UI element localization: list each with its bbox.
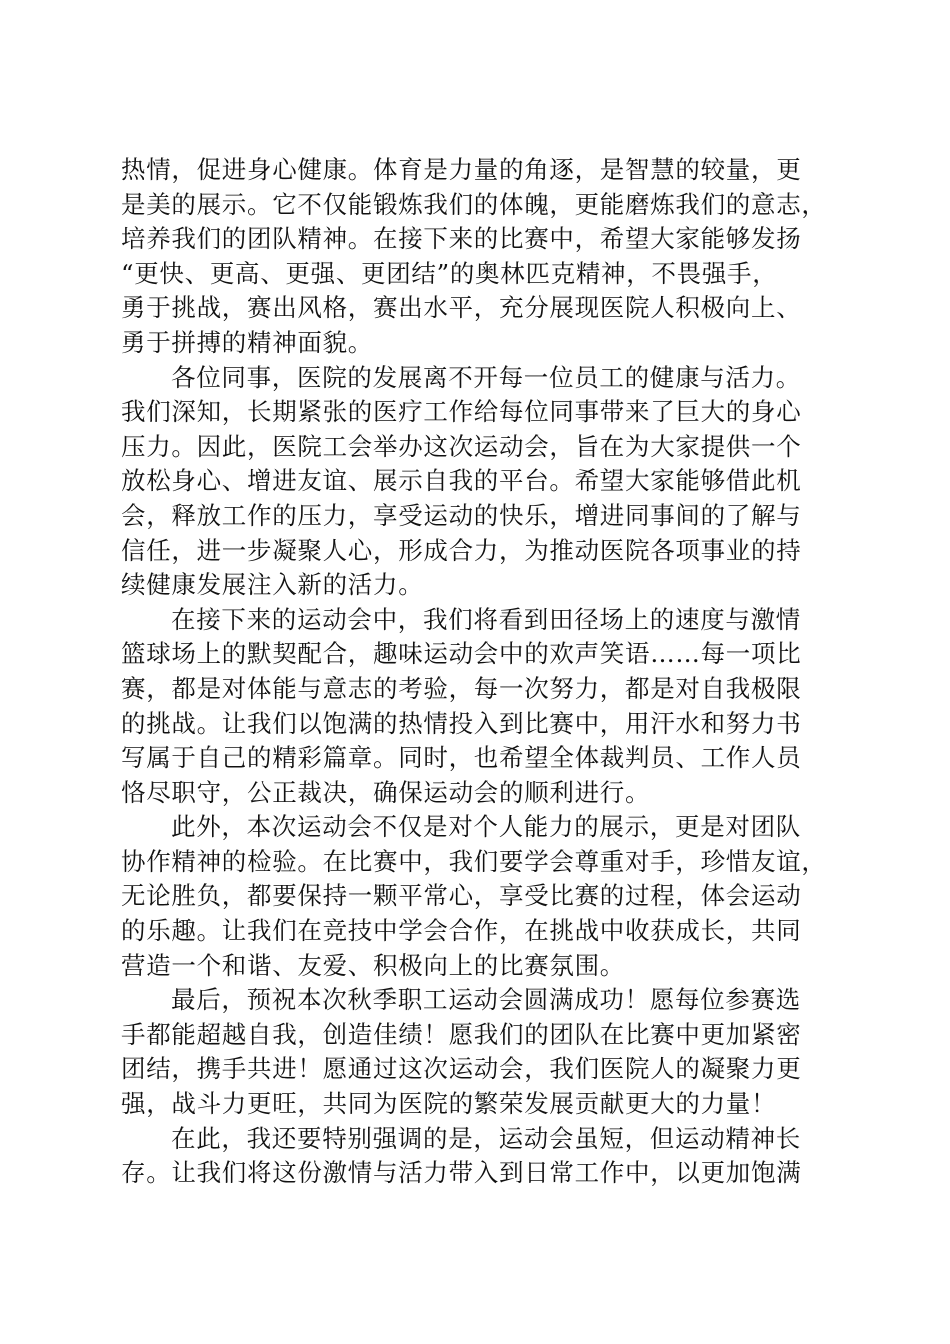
- text-line: 热情，促进身心健康。体育是力量的角逐，是智慧的较量，更: [121, 155, 802, 184]
- paragraph-first-line: 最后，预祝本次秋季职工运动会圆满成功！愿每位参赛选: [171, 985, 801, 1015]
- text-line: 强，战斗力更旺，共同为医院的繁荣发展贡献更大的力量！: [121, 1089, 777, 1119]
- text-line: 写属于自己的精彩篇章。同时，也希望全体裁判员、工作人员: [121, 743, 802, 773]
- text-line: 恪尽职守，公正裁决，确保运动会的顺利进行。: [121, 777, 651, 807]
- text-line: 信任，进一步凝聚人心，形成合力，为推动医院各项事业的持: [121, 535, 802, 565]
- text-line: 是美的展示。它不仅能锻炼我们的体魄，更能磨炼我们的意志，: [121, 189, 827, 219]
- text-line: 存。让我们将这份激情与活力带入到日常工作中，以更加饱满: [121, 1158, 802, 1188]
- text-line: 团结，携手共进！愿通过这次运动会，我们医院人的凝聚力更: [121, 1054, 802, 1084]
- paragraph-first-line: 各位同事，医院的发展离不开每一位员工的健康与活力。: [171, 362, 801, 392]
- text-line: 篮球场上的默契配合，趣味运动会中的欢声笑语……每一项比: [121, 639, 802, 669]
- text-line: 的挑战。让我们以饱满的热情投入到比赛中，用汗水和努力书: [121, 708, 802, 738]
- text-line: 赛，都是对体能与意志的考验，每一次努力，都是对自我极限: [121, 673, 802, 703]
- paragraph-first-line: 在此，我还要特别强调的是，运动会虽短，但运动精神长: [171, 1123, 801, 1153]
- paragraph-first-line: 在接下来的运动会中，我们将看到田径场上的速度与激情: [171, 604, 801, 634]
- text-line: 营造一个和谐、友爱、积极向上的比赛氛围。: [121, 950, 625, 980]
- text-line: 协作精神的检验。在比赛中，我们要学会尊重对手，珍惜友谊，: [121, 846, 827, 876]
- text-line: 无论胜负，都要保持一颗平常心，享受比赛的过程，体会运动: [121, 881, 802, 911]
- text-line: “更快、更高、更强、更团结”的奥林匹克精神，不畏强手，: [121, 258, 778, 288]
- paragraph-first-line: 此外，本次运动会不仅是对个人能力的展示，更是对团队: [171, 812, 801, 842]
- text-line: 放松身心、增进友谊、展示自我的平台。希望大家能够借此机: [121, 466, 802, 496]
- text-line: 我们深知，长期紧张的医疗工作给每位同事带来了巨大的身心: [121, 397, 802, 427]
- text-line: 勇于挑战，赛出风格，赛出水平，充分展现医院人积极向上、: [121, 293, 802, 323]
- text-line: 手都能超越自我，创造佳绩！愿我们的团队在比赛中更加紧密: [121, 1019, 802, 1049]
- text-line: 压力。因此，医院工会举办这次运动会，旨在为大家提供一个: [121, 431, 802, 461]
- text-line: 会，释放工作的压力，享受运动的快乐，增进同事间的了解与: [121, 500, 802, 530]
- text-line: 的乐趣。让我们在竞技中学会合作，在挑战中收获成长，共同: [121, 916, 802, 946]
- text-line: 续健康发展注入新的活力。: [121, 570, 424, 600]
- text-line: 勇于拼搏的精神面貌。: [121, 327, 373, 357]
- text-line: 培养我们的团队精神。在接下来的比赛中，希望大家能够发扬: [121, 224, 802, 254]
- body-text: [121, 153, 841, 1191]
